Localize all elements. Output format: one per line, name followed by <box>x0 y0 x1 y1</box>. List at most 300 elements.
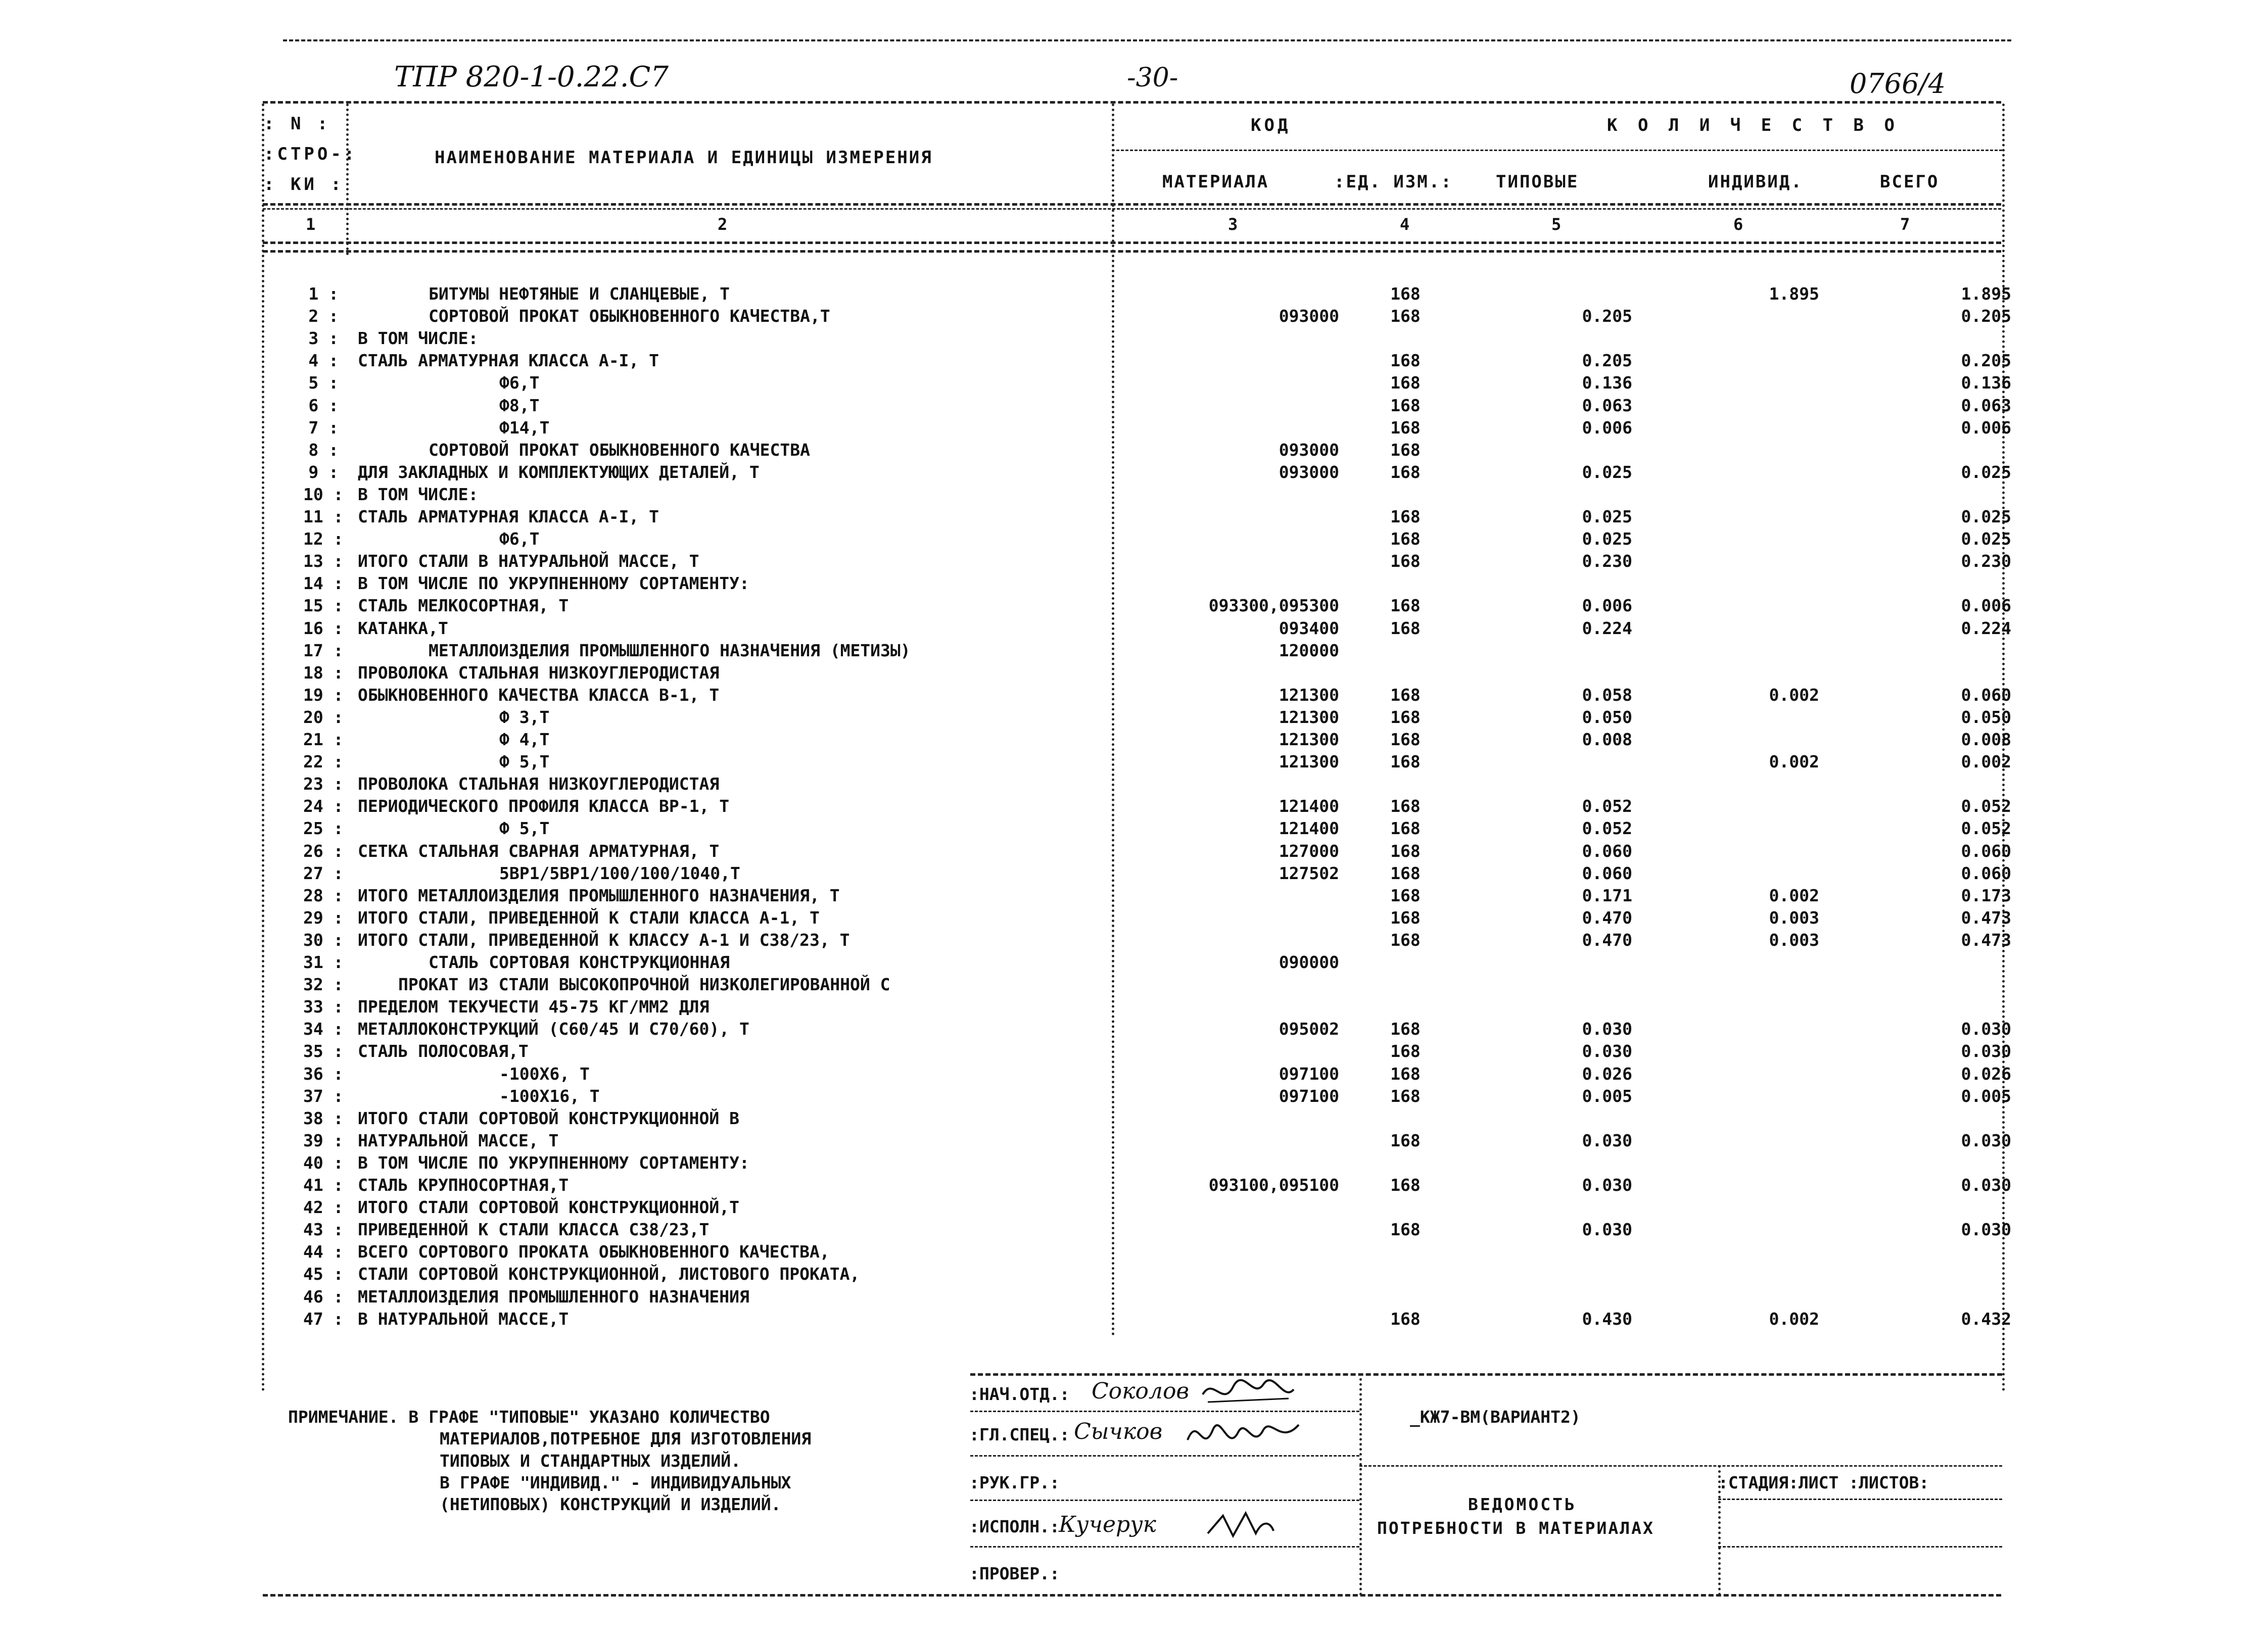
row-number: 3 : <box>308 328 339 349</box>
variant-code: _КЖ7-ВМ(ВАРИАНТ2) <box>1410 1407 1581 1427</box>
row-number: 43 : <box>303 1220 344 1240</box>
quantity-typical: 0.058 <box>1582 685 1632 705</box>
title-block-stage-line-3 <box>1718 1546 2002 1548</box>
gl-spec-name: Сычков <box>1074 1419 1163 1444</box>
quantity-total: 0.205 <box>1961 351 2011 371</box>
unit-code: 168 <box>1390 551 1421 571</box>
header-mid-line <box>1112 150 2002 151</box>
quantity-typical: 0.052 <box>1582 796 1632 816</box>
ispoln-label: :ИСПОЛН.: <box>969 1517 1060 1536</box>
material-name: ПРИВЕДЕННОЙ К СТАЛИ КЛАССА С38/23,Т <box>358 1220 710 1240</box>
table-row <box>0 1107 2268 1130</box>
quantity-typical: 0.030 <box>1582 1130 1632 1150</box>
quantity-typical: 0.030 <box>1582 1019 1632 1039</box>
stage-header: :СТАДИЯ:ЛИСТ :ЛИСТОВ: <box>1718 1473 1929 1492</box>
material-name: Ф 5,Т <box>499 752 550 772</box>
row-number: 41 : <box>303 1175 344 1195</box>
note-line-2: МАТЕРИАЛОВ,ПОТРЕБНОЕ ДЛЯ ИЗГОТОВЛЕНИЯ <box>440 1429 812 1449</box>
row-number: 9 : <box>308 462 339 482</box>
unit-code: 168 <box>1390 818 1421 839</box>
title-block-top-line <box>970 1373 2002 1376</box>
row-number: 38 : <box>303 1108 344 1128</box>
row-number: 20 : <box>303 707 344 727</box>
unit-code: 168 <box>1390 907 1421 928</box>
material-code: 121300 <box>1279 707 1339 727</box>
row-number: 12 : <box>303 529 344 549</box>
material-name: 5ВР1/5ВР1/100/100/1040,Т <box>499 863 740 883</box>
signature-scribble-3 <box>1203 1508 1279 1543</box>
quantity-total: 0.025 <box>1961 529 2011 549</box>
row-number: 30 : <box>303 930 344 950</box>
table-row <box>0 817 2268 840</box>
row-number: 23 : <box>303 774 344 794</box>
header-no-label: : N : <box>264 114 331 134</box>
material-name: СТАЛЬ АРМАТУРНАЯ КЛАССА А-I, Т <box>358 507 659 526</box>
unit-code: 168 <box>1390 440 1421 460</box>
material-code: 121300 <box>1279 752 1339 772</box>
quantity-total: 0.025 <box>1961 462 2011 482</box>
table-row <box>0 617 2268 640</box>
quantity-total: 0.052 <box>1961 818 2011 839</box>
table-row <box>0 461 2268 484</box>
material-name: ДЛЯ ЗАКЛАДНЫХ И КОМПЛЕКТУЮЩИХ ДЕТАЛЕЙ, Т <box>358 462 760 482</box>
header-total-label: ВСЕГО <box>1880 172 1940 192</box>
column-number-5: 5 <box>1551 215 1562 234</box>
header-sep-3 <box>263 242 2001 244</box>
table-row <box>0 528 2268 550</box>
unit-code: 168 <box>1390 462 1421 482</box>
row-number: 27 : <box>303 863 344 883</box>
row-number: 5 : <box>308 373 339 393</box>
header-sep-4 <box>263 250 2001 253</box>
table-row <box>0 862 2268 885</box>
material-name: СТАЛЬ СОРТОВАЯ КОНСТРУКЦИОННАЯ <box>429 952 730 972</box>
row-number: 40 : <box>303 1152 344 1173</box>
quantity-typical: 0.005 <box>1582 1086 1632 1106</box>
row-number: 44 : <box>303 1242 344 1262</box>
material-name: ПРОКАТ ИЗ СТАЛИ ВЫСОКОПРОЧНОЙ НИЗКОЛЕГИРОВАННОЙ С <box>398 975 890 995</box>
material-name: ПРЕДЕЛОМ ТЕКУЧЕСТИ 45-75 КГ/ММ2 ДЛЯ <box>358 997 710 1017</box>
table-row <box>0 417 2268 439</box>
quantity-individual: 1.895 <box>1769 284 1819 304</box>
table-row <box>0 1040 2268 1063</box>
row-number: 7 : <box>308 417 339 438</box>
unit-code: 168 <box>1390 1086 1421 1106</box>
table-row <box>0 439 2268 461</box>
document-title-line-1: ВЕДОМОСТЬ <box>1468 1494 1577 1514</box>
row-number: 16 : <box>303 618 344 638</box>
table-row <box>0 773 2268 795</box>
row-number: 10 : <box>303 484 344 504</box>
header-sep-1 <box>263 203 2001 206</box>
table-row <box>0 350 2268 372</box>
row-number-divider <box>346 104 349 255</box>
unit-code: 168 <box>1390 306 1421 326</box>
quantity-total: 0.026 <box>1961 1064 2011 1084</box>
unit-code: 168 <box>1390 507 1421 526</box>
note-line-4: В ГРАФЕ "ИНДИВИД." - ИНДИВИДУАЛЬНЫХ <box>440 1473 791 1492</box>
quantity-total: 0.030 <box>1961 1041 2011 1061</box>
quantity-typical: 0.006 <box>1582 596 1632 616</box>
material-code: 121400 <box>1279 818 1339 839</box>
material-name: -100Х6, Т <box>499 1064 590 1084</box>
table-row <box>0 305 2268 327</box>
row-number: 19 : <box>303 685 344 705</box>
table-row <box>0 885 2268 907</box>
signature-scribble-2 <box>1183 1415 1304 1455</box>
quantity-typical: 0.230 <box>1582 551 1632 571</box>
header-individual-label: ИНДИВИД. <box>1708 172 1803 192</box>
table-row <box>0 1152 2268 1174</box>
document-title-line-2: ПОТРЕБНОСТИ В МАТЕРИАЛАХ <box>1377 1518 1655 1538</box>
column-number-4: 4 <box>1400 215 1410 234</box>
quantity-individual: 0.002 <box>1769 685 1819 705</box>
table-row <box>0 395 2268 417</box>
table-row <box>0 1308 2268 1330</box>
unit-code: 168 <box>1390 841 1421 861</box>
quantity-typical: 0.008 <box>1582 730 1632 749</box>
table-row <box>0 1063 2268 1085</box>
unit-code: 168 <box>1390 529 1421 549</box>
material-code: 127502 <box>1279 863 1339 883</box>
gl-spec-label: :ГЛ.СПЕЦ.: <box>969 1425 1070 1444</box>
table-row <box>0 907 2268 929</box>
quantity-typical: 0.052 <box>1582 818 1632 839</box>
quantity-total: 0.432 <box>1961 1309 2011 1329</box>
row-number: 47 : <box>303 1309 344 1329</box>
quantity-total: 0.136 <box>1961 373 2011 393</box>
row-number: 45 : <box>303 1264 344 1284</box>
material-code: 121300 <box>1279 730 1339 749</box>
material-name: СОРТОВОЙ ПРОКАТ ОБЫКНОВЕННОГО КАЧЕСТВА <box>429 440 810 460</box>
material-name: БИТУМЫ НЕФТЯНЫЕ И СЛАНЦЕВЫЕ, Т <box>429 284 730 304</box>
quantity-typical: 0.030 <box>1582 1175 1632 1195</box>
quantity-total: 0.002 <box>1961 752 2011 772</box>
material-code: 121400 <box>1279 796 1339 816</box>
quantity-typical: 0.205 <box>1582 351 1632 371</box>
quantity-total: 0.025 <box>1961 507 2011 526</box>
column-number-3: 3 <box>1228 215 1238 234</box>
quantity-typical: 0.025 <box>1582 529 1632 549</box>
material-name: ИТОГО СТАЛИ, ПРИВЕДЕННОЙ К КЛАССУ А-1 И С38/23, Т <box>358 930 850 950</box>
row-number: 37 : <box>303 1086 344 1106</box>
row-number: 25 : <box>303 818 344 839</box>
material-name: Ф 4,Т <box>499 730 550 749</box>
material-name: В ТОМ ЧИСЛЕ: <box>358 484 479 504</box>
table-row <box>0 1174 2268 1196</box>
quantity-total: 0.050 <box>1961 707 2011 727</box>
material-name: ПРОВОЛОКА СТАЛЬНАЯ НИЗКОУГЛЕРОДИСТАЯ <box>358 662 720 683</box>
title-block-stage-line <box>1359 1465 2002 1467</box>
material-name: Ф 5,Т <box>499 818 550 839</box>
table-row <box>0 1085 2268 1107</box>
material-name: Ф8,Т <box>499 395 540 415</box>
material-name: МЕТАЛЛОИЗДЕЛИЯ ПРОМЫШЛЕННОГО НАЗНАЧЕНИЯ (МЕТИЗЫ) <box>429 640 911 660</box>
material-code: 093400 <box>1279 618 1339 638</box>
unit-code: 168 <box>1390 373 1421 393</box>
table-row <box>0 1241 2268 1263</box>
note-line-5: (НЕТИПОВЫХ) КОНСТРУКЦИЙ И ИЗДЕЛИЙ. <box>440 1494 781 1514</box>
title-block-divider-1 <box>1359 1373 1362 1596</box>
unit-code: 168 <box>1390 284 1421 304</box>
signature-scribble-1 <box>1198 1374 1299 1410</box>
row-number: 13 : <box>303 551 344 571</box>
page-number: -30- <box>1127 63 1178 93</box>
unit-code: 168 <box>1390 1220 1421 1240</box>
row-number: 33 : <box>303 997 344 1017</box>
table-row <box>0 640 2268 662</box>
quantity-total: 0.005 <box>1961 1086 2011 1106</box>
material-name: ПЕРИОДИЧЕСКОГО ПРОФИЛЯ КЛАССА ВР-1, Т <box>358 796 730 816</box>
quantity-individual: 0.002 <box>1769 885 1819 905</box>
table-row <box>0 595 2268 617</box>
top-border-line <box>283 39 2011 41</box>
table-row <box>0 795 2268 817</box>
material-name: В ТОМ ЧИСЛЕ ПО УКРУПНЕННОМУ СОРТАМЕНТУ: <box>358 573 749 594</box>
unit-code: 168 <box>1390 730 1421 749</box>
material-name: ПРОВОЛОКА СТАЛЬНАЯ НИЗКОУГЛЕРОДИСТАЯ <box>358 774 720 794</box>
table-row <box>0 1263 2268 1285</box>
material-name: СТАЛЬ МЕЛКОСОРТНАЯ, Т <box>358 596 569 616</box>
material-code: 121300 <box>1279 685 1339 705</box>
header-row-label: :СТРО-: <box>264 144 358 164</box>
unit-code: 168 <box>1390 1041 1421 1061</box>
quantity-typical: 0.025 <box>1582 462 1632 482</box>
material-name: Ф14,Т <box>499 417 550 438</box>
material-name: Ф6,Т <box>499 529 540 549</box>
unit-code: 168 <box>1390 1175 1421 1195</box>
material-code: 093000 <box>1279 440 1339 460</box>
quantity-total: 0.473 <box>1961 930 2011 950</box>
material-name: Ф6,Т <box>499 373 540 393</box>
quantity-individual: 0.003 <box>1769 907 1819 928</box>
unit-code: 168 <box>1390 1064 1421 1084</box>
header-ki-label: : КИ : <box>264 174 344 195</box>
quantity-total: 0.006 <box>1961 417 2011 438</box>
row-number: 29 : <box>303 907 344 928</box>
table-row <box>0 974 2268 996</box>
column-number-1: 1 <box>306 215 316 234</box>
row-number: 15 : <box>303 596 344 616</box>
quantity-total: 0.030 <box>1961 1019 2011 1039</box>
unit-code: 168 <box>1390 1019 1421 1039</box>
bottom-border-line <box>263 1594 2001 1597</box>
unit-code: 168 <box>1390 417 1421 438</box>
row-number: 32 : <box>303 975 344 995</box>
sheet-number-stamp: 0766/4 <box>1850 68 1946 100</box>
material-name: ИТОГО СТАЛИ СОРТОВОЙ КОНСТРУКЦИОННОЙ В <box>358 1108 739 1128</box>
quantity-total: 0.063 <box>1961 395 2011 415</box>
material-name: СЕТКА СТАЛЬНАЯ СВАРНАЯ АРМАТУРНАЯ, Т <box>358 841 720 861</box>
row-number: 24 : <box>303 796 344 816</box>
unit-code: 168 <box>1390 1130 1421 1150</box>
material-name: -100Х16, Т <box>499 1086 600 1106</box>
unit-code: 168 <box>1390 395 1421 415</box>
unit-code: 168 <box>1390 863 1421 883</box>
material-name: МЕТАЛЛОИЗДЕЛИЯ ПРОМЫШЛЕННОГО НАЗНАЧЕНИЯ <box>358 1286 749 1307</box>
unit-code: 168 <box>1390 752 1421 772</box>
row-number: 8 : <box>308 440 339 460</box>
quantity-total: 0.473 <box>1961 907 2011 928</box>
quantity-total: 0.060 <box>1961 841 2011 861</box>
unit-code: 168 <box>1390 930 1421 950</box>
material-code: 093100,095100 <box>1208 1175 1339 1195</box>
title-block-stage-line-2 <box>1718 1499 2002 1500</box>
title-block-row-line-2 <box>970 1455 1359 1457</box>
quantity-typical: 0.006 <box>1582 417 1632 438</box>
title-block-row-line-3 <box>970 1500 1359 1501</box>
quantity-total: 0.224 <box>1961 618 2011 638</box>
row-number: 22 : <box>303 752 344 772</box>
quantity-typical: 0.030 <box>1582 1041 1632 1061</box>
material-code: 120000 <box>1279 640 1339 660</box>
header-underline <box>263 101 2001 104</box>
table-row <box>0 1219 2268 1241</box>
header-typical-label: ТИПОВЫЕ <box>1496 172 1579 192</box>
note-line-3: ТИПОВЫХ И СТАНДАРТНЫХ ИЗДЕЛИЙ. <box>440 1451 741 1471</box>
table-row <box>0 1130 2268 1152</box>
column-number-2: 2 <box>718 215 728 234</box>
prover-label: :ПРОВЕР.: <box>969 1564 1060 1583</box>
column-number-6: 6 <box>1733 215 1743 234</box>
header-name-label: НАИМЕНОВАНИЕ МАТЕРИАЛА И ЕДИНИЦЫ ИЗМЕРЕНИЯ <box>435 148 933 168</box>
row-number: 36 : <box>303 1064 344 1084</box>
row-number: 14 : <box>303 573 344 594</box>
table-row <box>0 1196 2268 1219</box>
unit-code: 168 <box>1390 707 1421 727</box>
quantity-typical: 0.470 <box>1582 907 1632 928</box>
title-block-row-line-1 <box>970 1411 1359 1412</box>
quantity-typical: 0.063 <box>1582 395 1632 415</box>
quantity-typical: 0.430 <box>1582 1309 1632 1329</box>
unit-code: 168 <box>1390 596 1421 616</box>
table-row <box>0 840 2268 862</box>
unit-code: 168 <box>1390 618 1421 638</box>
quantity-individual: 0.003 <box>1769 930 1819 950</box>
row-number: 39 : <box>303 1130 344 1150</box>
material-name: СТАЛЬ КРУПНОСОРТНАЯ,Т <box>358 1175 569 1195</box>
material-code: 093000 <box>1279 306 1339 326</box>
quantity-typical: 0.025 <box>1582 507 1632 526</box>
header-quantity-label: К О Л И Ч Е С Т В О <box>1607 115 1900 135</box>
material-name: ИТОГО СТАЛИ СОРТОВОЙ КОНСТРУКЦИОННОЙ,Т <box>358 1197 739 1218</box>
quantity-typical: 0.171 <box>1582 885 1632 905</box>
table-row <box>0 572 2268 595</box>
material-code: 093000 <box>1279 462 1339 482</box>
quantity-total: 0.006 <box>1961 596 2011 616</box>
row-number: 35 : <box>303 1041 344 1061</box>
quantity-typical: 0.470 <box>1582 930 1632 950</box>
material-code: 093300,095300 <box>1208 596 1339 616</box>
material-code: 097100 <box>1279 1086 1339 1106</box>
quantity-total: 0.060 <box>1961 863 2011 883</box>
document-code-stamp: ТПР 820-1-0.22.С7 <box>394 61 669 93</box>
column-number-7: 7 <box>1900 215 1910 234</box>
unit-code: 168 <box>1390 351 1421 371</box>
header-code-label: КОД <box>1251 115 1291 135</box>
row-number: 26 : <box>303 841 344 861</box>
unit-code: 168 <box>1390 685 1421 705</box>
quantity-typical: 0.050 <box>1582 707 1632 727</box>
row-number: 4 : <box>308 351 339 371</box>
table-row <box>0 1286 2268 1308</box>
table-row <box>0 662 2268 684</box>
row-number: 1 : <box>308 284 339 304</box>
table-row <box>0 996 2268 1018</box>
quantity-total: 0.030 <box>1961 1130 2011 1150</box>
quantity-typical: 0.026 <box>1582 1064 1632 1084</box>
material-name: ИТОГО СТАЛИ, ПРИВЕДЕННОЙ К СТАЛИ КЛАССА А-1, Т <box>358 907 820 928</box>
note-line-1: ПРИМЕЧАНИЕ. В ГРАФЕ "ТИПОВЫЕ" УКАЗАНО КОЛИЧЕСТВО <box>288 1407 770 1427</box>
nach-otd-name: Соколов <box>1092 1378 1190 1404</box>
table-row <box>0 1018 2268 1040</box>
quantity-typical: 0.224 <box>1582 618 1632 638</box>
quantity-typical: 0.205 <box>1582 306 1632 326</box>
unit-code: 168 <box>1390 796 1421 816</box>
header-sep-2 <box>263 208 2001 210</box>
row-number: 28 : <box>303 885 344 905</box>
material-name: СТАЛЬ ПОЛОСОВАЯ,Т <box>358 1041 529 1061</box>
table-row <box>0 372 2268 394</box>
table-row <box>0 684 2268 706</box>
material-code: 127000 <box>1279 841 1339 861</box>
quantity-total: 1.895 <box>1961 284 2011 304</box>
row-number: 21 : <box>303 730 344 749</box>
row-number: 2 : <box>308 306 339 326</box>
material-name: ОБЫКНОВЕННОГО КАЧЕСТВА КЛАССА В-1, Т <box>358 685 720 705</box>
material-name: ВСЕГО СОРТОВОГО ПРОКАТА ОБЫКНОВЕННОГО КАЧЕСТВА, <box>358 1242 830 1262</box>
row-number: 6 : <box>308 395 339 415</box>
ruk-gr-label: :РУК.ГР.: <box>969 1473 1060 1492</box>
row-number: 18 : <box>303 662 344 683</box>
table-row <box>0 929 2268 951</box>
material-name: СТАЛЬ АРМАТУРНАЯ КЛАССА А-I, Т <box>358 351 659 371</box>
material-name: В ТОМ ЧИСЛЕ: <box>358 328 479 349</box>
ispoln-name: Кучерук <box>1059 1512 1156 1537</box>
material-code: 097100 <box>1279 1064 1339 1084</box>
quantity-typical: 0.060 <box>1582 841 1632 861</box>
material-name: МЕТАЛЛОКОНСТРУКЦИЙ (С60/45 И С70/60), Т <box>358 1019 749 1039</box>
table-row <box>0 951 2268 974</box>
table-row <box>0 706 2268 729</box>
material-name: В НАТУРАЛЬНОЙ МАССЕ,Т <box>358 1309 569 1329</box>
material-code: 090000 <box>1279 952 1339 972</box>
quantity-typical: 0.060 <box>1582 863 1632 883</box>
nach-otd-label: :НАЧ.ОТД.: <box>969 1384 1070 1404</box>
row-number: 11 : <box>303 507 344 526</box>
quantity-total: 0.060 <box>1961 685 2011 705</box>
header-material-label: МАТЕРИАЛА <box>1162 172 1269 192</box>
row-number: 42 : <box>303 1197 344 1218</box>
header-unit-label: :ЕД. ИЗМ.: <box>1334 172 1453 192</box>
quantity-typical: 0.030 <box>1582 1220 1632 1240</box>
row-number: 17 : <box>303 640 344 660</box>
material-name: КАТАНКА,Т <box>358 618 448 638</box>
material-name: СТАЛИ СОРТОВОЙ КОНСТРУКЦИОННОЙ, ЛИСТОВОГО ПРОКАТА, <box>358 1264 860 1284</box>
material-name: ИТОГО СТАЛИ В НАТУРАЛЬНОЙ МАССЕ, Т <box>358 551 699 571</box>
title-block-row-line-4 <box>970 1546 1359 1548</box>
quantity-total: 0.030 <box>1961 1220 2011 1240</box>
quantity-total: 0.052 <box>1961 796 2011 816</box>
table-row <box>0 327 2268 350</box>
quantity-individual: 0.002 <box>1769 752 1819 772</box>
quantity-total: 0.205 <box>1961 306 2011 326</box>
material-name: СОРТОВОЙ ПРОКАТ ОБЫКНОВЕННОГО КАЧЕСТВА,Т <box>429 306 830 326</box>
material-name: НАТУРАЛЬНОЙ МАССЕ, Т <box>358 1130 559 1150</box>
quantity-total: 0.008 <box>1961 730 2011 749</box>
table-row <box>0 283 2268 305</box>
quantity-typical: 0.136 <box>1582 373 1632 393</box>
